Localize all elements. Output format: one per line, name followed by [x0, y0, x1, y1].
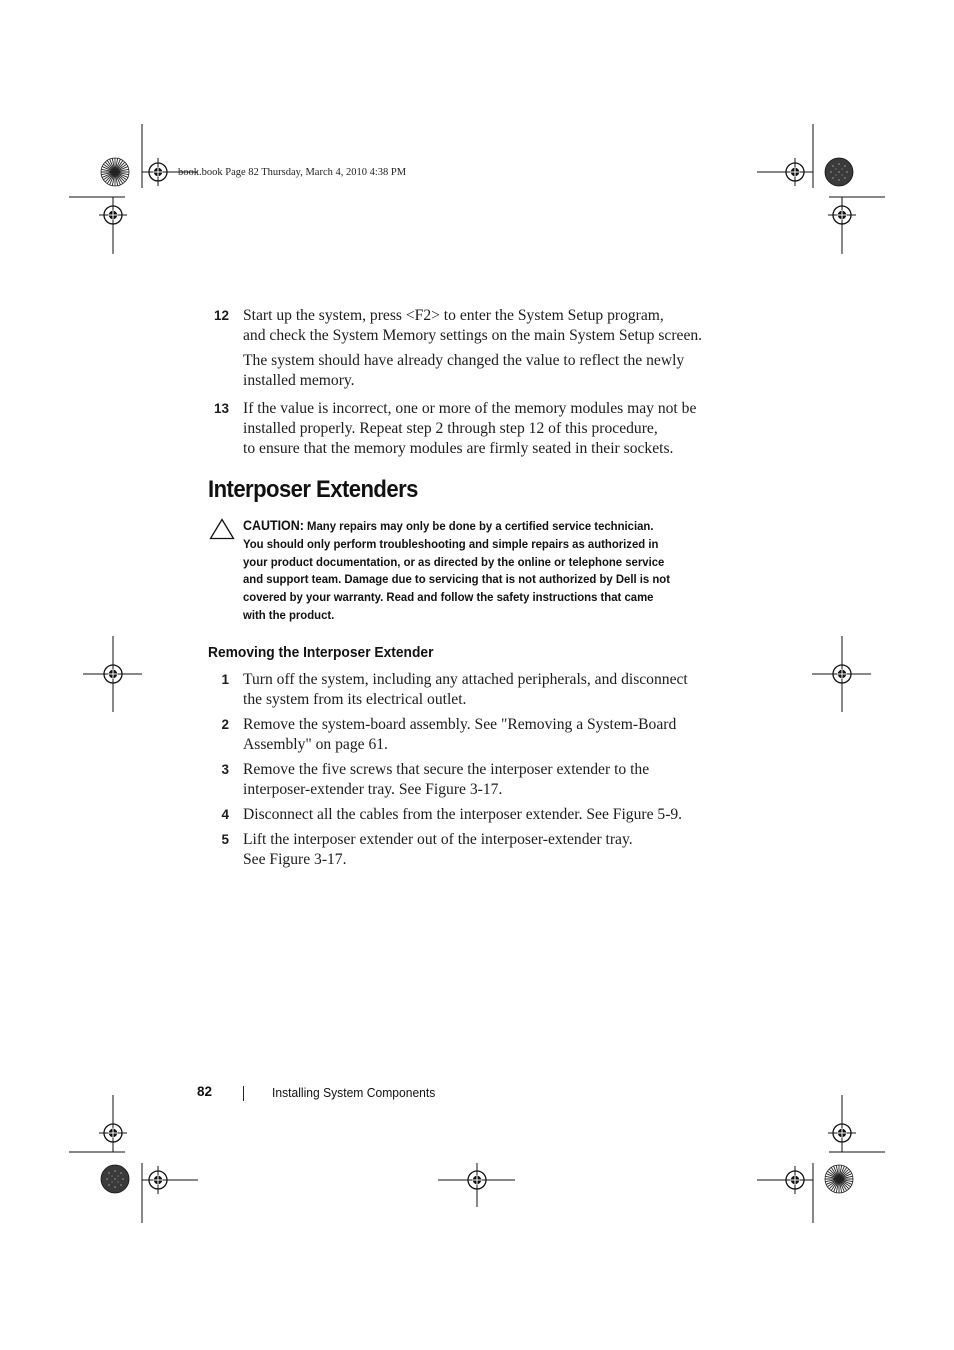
step-line: interposer-extender tray. See Figure 3-17.	[243, 781, 503, 798]
section-title: Interposer Extenders	[208, 476, 418, 503]
step-note	[243, 351, 733, 391]
footer-divider	[243, 1086, 244, 1101]
caution-line: You should only perform troubleshooting and simple repairs as authorized in	[243, 536, 659, 551]
step-line: Remove the five screws that secure the interposer extender to the	[243, 761, 650, 778]
caution-label: CAUTION:	[243, 518, 304, 533]
note-line: installed memory.	[243, 372, 355, 389]
step-number: 2	[221, 717, 229, 732]
step-text	[243, 760, 733, 800]
step-number: 4	[221, 807, 229, 822]
chapter-title: Installing System Components	[272, 1085, 436, 1100]
step-text	[243, 715, 733, 755]
caution-icon	[209, 518, 235, 540]
subsection-title: Removing the Interposer Extender	[208, 644, 434, 661]
step-line: and check the System Memory settings on the main System Setup screen.	[243, 327, 703, 344]
print-slug: book.book Page 82 Thursday, March 4, 2010 4:38 PM	[178, 167, 407, 178]
note-line: The system should have already changed the value to reflect the newly	[243, 352, 685, 369]
step-line: Start up the system, press <F2> to enter the System Setup program,	[243, 307, 664, 324]
step-line: Assembly" on page 61.	[243, 736, 388, 753]
step-text	[243, 830, 733, 870]
step-number: 5	[221, 832, 229, 847]
step-line: installed properly. Repeat step 2 through step 12 of this procedure,	[243, 420, 658, 437]
step-text	[243, 399, 733, 459]
step-number: 1	[221, 672, 229, 687]
step-text	[243, 805, 733, 825]
step-line: to ensure that the memory modules are firmly seated in their sockets.	[243, 440, 674, 457]
step-line: Disconnect all the cables from the interposer extender. See Figure 5-9.	[243, 806, 683, 823]
caution-line: your product documentation, or as directed by the online or telephone service	[243, 554, 665, 569]
caution-line: and support team. Damage due to servicing that is not authorized by Dell is not	[243, 572, 671, 587]
step-number: 3	[221, 762, 229, 777]
step-number: 12	[213, 308, 229, 323]
step-line: Remove the system-board assembly. See "Removing a System-Board	[243, 716, 677, 733]
caution-line: covered by your warranty. Read and follow the safety instructions that came	[243, 590, 654, 605]
caution-line: with the product.	[243, 607, 335, 622]
caution-line: Many repairs may only be done by a certified service technician.	[307, 519, 654, 533]
step-line: Turn off the system, including any attached peripherals, and disconnect	[243, 671, 688, 688]
step-number: 13	[213, 401, 229, 416]
step-text	[243, 306, 733, 346]
caution-notice	[243, 517, 680, 625]
step-line: the system from its electrical outlet.	[243, 691, 467, 708]
page-number: 82	[197, 1084, 213, 1099]
step-text	[243, 670, 733, 710]
step-line: Lift the interposer extender out of the interposer-extender tray.	[243, 831, 633, 848]
step-line: See Figure 3-17.	[243, 851, 347, 868]
step-line: If the value is incorrect, one or more of the memory modules may not be	[243, 400, 697, 417]
